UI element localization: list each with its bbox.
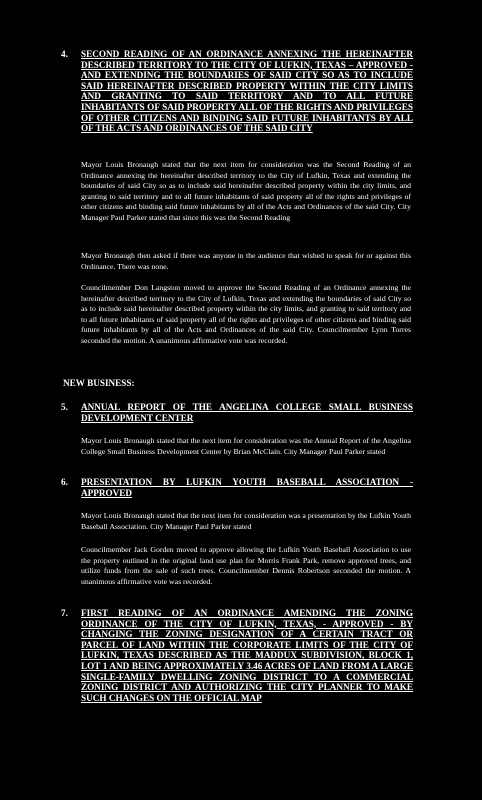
item-number: 4. — [61, 49, 68, 59]
item-4-paragraph-3: Councilmember Don Langston moved to approve the Second Reading of an Ordinance annexing the hereinafter described territory to the City of Lufkin, Texas and extending the boundaries of said City so as to include said hereinafter described property within the city limits, and granting to said territory and to all future inhabitants of said property all of the rights and privileges of other citizens and binding said future inhabitants by all of the Acts and Ordinances of the said City. Councilmember Lynn Torres seconded the motion. A unanimous affirmative vote was recorded. — [81, 283, 411, 345]
agenda-item-4 — [63, 49, 413, 134]
item-heading: FIRST READING OF AN ORDINANCE AMENDING THE ZONING ORDINANCE OF THE CITY OF LUFKIN, TEXAS, - APPROVED - BY CHANGING THE ZONING DESIGNATION OF A CERTAIN TRACT OR PARCEL OF LAND WITHIN THE CORPORATE LIMITS OF THE CITY OF LUFKIN, TEXAS DESCRIBED AS THE MADDUX SUBDIVISION, BLOCK 1, LOT 1 AND BEING APPROXIMATELY 3.46 ACRES OF LAND FROM A LARGE SINGLE-FAMILY DWELLING ZONING DISTRICT TO A COMMERCIAL ZONING DISTRICT AND AUTHORIZING THE CITY PLANNER TO MAKE SUCH CHANGES ON THE OFFICIAL MAP — [81, 608, 413, 703]
item-6-paragraph-1: Mayor Louis Bronaugh stated that the next item for consideration was a presentation by the Lufkin Youth Baseball Association. City Manager Paul Parker stated — [81, 511, 411, 531]
item-5-paragraph-1: Mayor Louis Bronaugh stated that the next item for consideration was the Annual Report of the Angelina College Small Business Development Center by Brian McClain. City Manager Paul Parker stated — [81, 436, 411, 456]
item-number: 7. — [61, 608, 68, 618]
agenda-item-6 — [63, 477, 413, 498]
item-number: 6. — [61, 477, 68, 487]
agenda-item-7 — [63, 608, 413, 703]
section-heading-new-business: NEW BUSINESS: — [63, 378, 135, 388]
item-4-paragraph-2: Mayor Bronaugh then asked if there was anyone in the audience that wished to speak for or against this Ordinance. There was none. — [81, 251, 411, 271]
agenda-item-5 — [63, 402, 413, 423]
item-6-paragraph-2: Councilmember Jack Gorden moved to approve allowing the Lufkin Youth Baseball Association to use the property outlined in the original land use plan for Morris Frank Park, remove approved trees, and utilize funds from the sale of such trees. Councilmember Dennis Robertson seconded the motion. A unanimous affirmative vote was recorded. — [81, 545, 411, 586]
item-heading: SECOND READING OF AN ORDINANCE ANNEXING THE HEREINAFTER DESCRIBED TERRITORY TO THE CITY OF LUFKIN, TEXAS – APPROVED - AND EXTENDING THE BOUNDARIES OF SAID CITY SO AS TO INCLUDE SAID HEREINAFTER DESCRIBED PROPERTY WITHIN THE CITY LIMITS AND GRANTING TO SAID TERRITORY AND TO ALL FUTURE INHABITANTS OF SAID PROPERTY ALL OF THE RIGHTS AND PRIVILEGES OF OTHER CITIZENS AND BINDING SAID FUTURE INHABITANTS BY ALL OF THE ACTS AND ORDINANCES OF THE SAID CITY — [81, 49, 413, 134]
item-4-paragraph-1: Mayor Louis Bronaugh stated that the next item for consideration was the Second Reading of an Ordinance annexing the hereinafter described territory to the City of Lufkin, Texas and extending the boundaries of said City so as to include said hereinafter described property within the city limits, and granting to said territory and to all future inhabitants of said property all of the rights and privileges of other citizens and binding said future inhabitants by all of the Acts and Ordinances of the said City. City Manager Paul Parker stated that since this was the Second Reading — [81, 160, 411, 222]
item-number: 5. — [61, 402, 68, 412]
item-heading: PRESENTATION BY LUFKIN YOUTH BASEBALL ASSOCIATION - APPROVED — [81, 477, 413, 498]
item-heading: ANNUAL REPORT OF THE ANGELINA COLLEGE SMALL BUSINESS DEVELOPMENT CENTER — [81, 402, 413, 423]
